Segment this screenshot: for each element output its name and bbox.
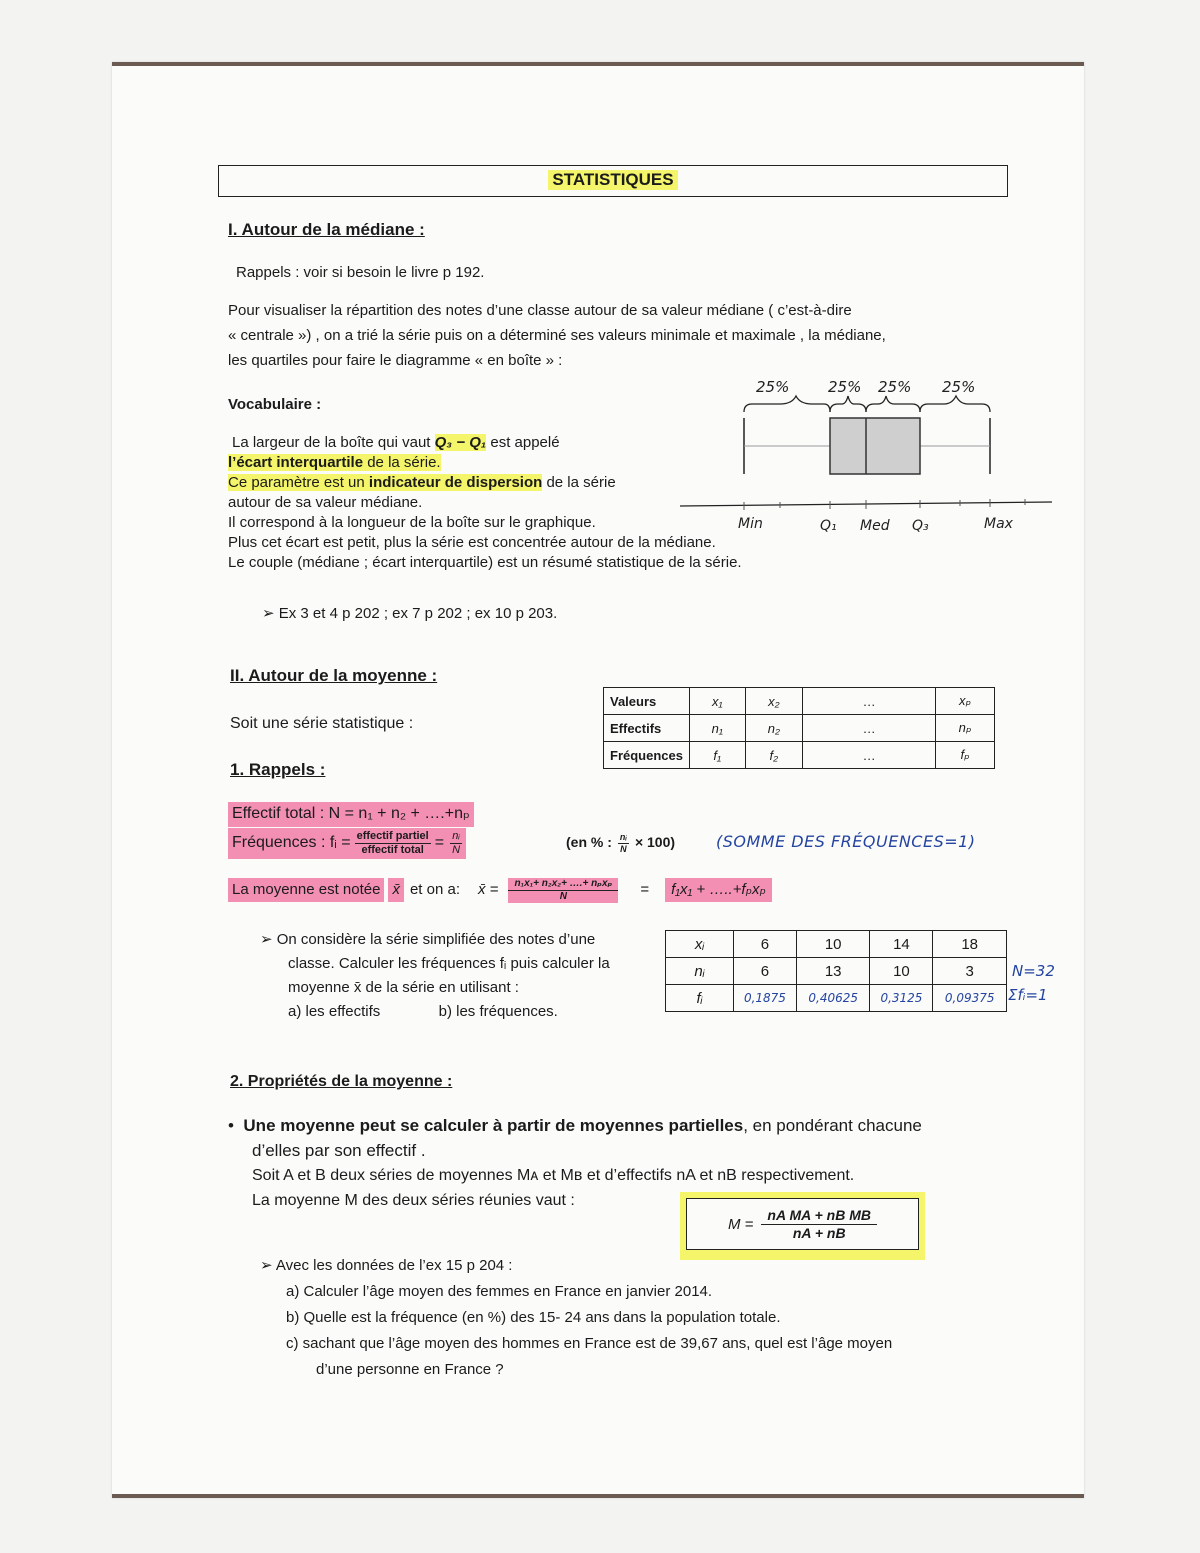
moyenne-frequences: f₁x₁ + …..+fₚxₚ (665, 878, 772, 901)
formula-num: nA MA + nB MB (761, 1207, 877, 1225)
exercise-2-line-1 (260, 928, 610, 952)
properties-bold: Une moyenne peut se calculer à partir de moyennes partielles (243, 1116, 744, 1135)
brace-3 (866, 396, 920, 412)
vocab-line-5: Il correspond à la longueur de la boîte sur le graphique. (228, 514, 596, 531)
pct-label-4: 25% (942, 378, 976, 396)
table-cell: fₚ (936, 742, 995, 769)
n-den: N (452, 844, 461, 857)
vocab-line-2-end: de la série. (363, 454, 441, 471)
table-cell: 10 (796, 931, 870, 958)
pct-label-3: 25% (878, 378, 912, 396)
moyenne-num: n₁x₁+ n₂x₂+ ….+ nₚxₚ (508, 878, 618, 891)
moyenne-den: N (559, 890, 567, 902)
table-cell: Effectifs (604, 715, 690, 742)
title-box (218, 165, 1008, 197)
intro-line-2: « centrale ») , on a trié la série puis on a déterminé ses valeurs minimale et maximale , la médiane, (228, 327, 886, 344)
table-cell: n₂ (745, 715, 803, 742)
pct-label-2: 25% (828, 378, 862, 396)
table-cell: … (803, 742, 936, 769)
pct-frac-den: N (620, 843, 627, 854)
table-cell: 0,1875 (734, 985, 797, 1012)
freq-fraction (355, 830, 431, 857)
arrow-bullet-icon: ➢ (260, 931, 277, 948)
soit-text: Soit une série statistique : (230, 715, 414, 732)
exercise-2-line-2: classe. Calculer les fréquences fᵢ puis calculer la (288, 955, 610, 972)
moyenne-equals-2: = (640, 881, 650, 899)
exercise-2-line-3: moyenne x̄ de la série en utilisant : (288, 979, 519, 996)
exercise-3-c: c) sachant que l’âge moyen des hommes en France est de 39,67 ans, quel est l’âge moyen (286, 1335, 893, 1352)
table-cell: 0,09375 (933, 985, 1007, 1012)
table-cell: nₚ (936, 715, 995, 742)
intro-line-1: Pour visualiser la répartition des notes d’une classe autour de sa valeur médiane ( c’est-à-dire (228, 302, 852, 319)
table-cell: 10 (870, 958, 933, 985)
vocab-line-1-text: La largeur de la boîte qui vaut (232, 434, 435, 451)
axis-label-min: Min (738, 516, 763, 532)
page-title: STATISTIQUES (548, 170, 677, 190)
table-cell: 13 (796, 958, 870, 985)
q3-q1-math: Q₃ − Q₁ (434, 434, 487, 451)
xbar-symbol: x̄ (388, 878, 404, 901)
rappels-text: Rappels : voir si besoin le livre p 192. (236, 264, 485, 281)
table-cell: f₁ (689, 742, 745, 769)
vocab-line-3-start: Ce paramètre est un (228, 474, 369, 491)
table-cell: … (803, 688, 936, 715)
table-row (666, 958, 1007, 985)
en-pct-start: (en % : (566, 834, 612, 851)
properties-line-2: d’elles par son effectif . (252, 1141, 426, 1160)
intro-line-3: les quartiles pour faire le diagramme « en boîte » : (228, 352, 563, 369)
table-cell: 6 (734, 958, 797, 985)
pct-label-1: 25% (756, 378, 790, 396)
exercise-1-text: Ex 3 et 4 p 202 ; ex 7 p 202 ; ex 10 p 203. (278, 605, 558, 622)
table-cell: x₁ (689, 688, 745, 715)
table-row (604, 742, 995, 769)
arrow-bullet-icon: ➢ (260, 1257, 276, 1274)
brace-2 (830, 396, 866, 412)
exercise-3 (260, 1253, 892, 1383)
frequences-highlight (228, 828, 466, 859)
table-cell: nᵢ (666, 958, 734, 985)
ni-over-n-fraction (450, 830, 462, 857)
xbar-equals: x̄ = (478, 881, 499, 899)
vocab-line-2 (228, 453, 742, 473)
axis-label-q1: Q₁ (820, 518, 837, 534)
brace-4 (920, 396, 990, 412)
table-cell: Valeurs (604, 688, 690, 715)
generic-series-table (603, 687, 995, 769)
properties-line-1 (228, 1113, 922, 1138)
vocab-line-3 (228, 473, 742, 493)
table-cell: 0,40625 (796, 985, 870, 1012)
table-row (604, 688, 995, 715)
properties-line-1-end: , en pondérant chacune (743, 1116, 922, 1135)
et-on-a: et on a: (409, 881, 460, 899)
table-cell: 3 (933, 958, 1007, 985)
formula-lhs: M = (727, 1215, 754, 1233)
exercise-2 (260, 928, 610, 1024)
table-cell: n₁ (689, 715, 745, 742)
exercise-2-option-a: a) les effectifs (288, 1003, 381, 1020)
frequences-label: Fréquences : fᵢ = (232, 834, 351, 852)
vocab-line-1 (232, 433, 560, 453)
weighted-mean-formula-box (680, 1192, 925, 1260)
exercise-3-c-cont: d’une personne en France ? (316, 1361, 504, 1378)
note-sum-freq: Σfᵢ=1 (1008, 986, 1048, 1004)
freq-num: effectif partiel (355, 830, 431, 844)
table-cell: 6 (734, 931, 797, 958)
exercise-3-intro-text: Avec les données de l’ex 15 p 204 : (275, 1257, 513, 1274)
note-n-total: N=32 (1012, 962, 1055, 980)
vocab-paragraph (232, 433, 560, 453)
table-row (604, 715, 995, 742)
table-cell: 14 (870, 931, 933, 958)
section-3-heading: 2. Propriétés de la moyenne : (230, 1073, 453, 1090)
exercise-3-a: a) Calculer l’âge moyen des femmes en France en janvier 2014. (286, 1283, 713, 1300)
en-pourcent (566, 832, 675, 855)
table-cell: 0,3125 (870, 985, 933, 1012)
pct-fraction (618, 832, 629, 855)
table-row (666, 985, 1007, 1012)
iqr-box (830, 418, 920, 474)
table-cell: x₂ (745, 688, 803, 715)
formula-den: nA + nB (792, 1224, 846, 1241)
table-cell: Fréquences (604, 742, 690, 769)
moyenne-fraction (508, 878, 618, 903)
exercise-3-b: b) Quelle est la fréquence (en %) des 15- 24 ans dans la population totale. (286, 1309, 781, 1326)
section-2-heading: II. Autour de la moyenne : (230, 666, 438, 685)
freq-den: effectif total (361, 844, 424, 857)
notes-table (665, 930, 1007, 1012)
axis-label-max: Max (984, 516, 1013, 532)
vocab-line-3-end: de la série (542, 474, 616, 491)
exercise-2-option-b: b) les fréquences. (438, 1003, 558, 1020)
vocab-line-1-end: est appelé (486, 434, 560, 451)
properties-line-3: Soit A et B deux séries de moyennes Mᴀ et Mʙ et d’effectifs nA et nB respectivement. (252, 1167, 855, 1184)
axis-label-q3: Q₃ (912, 518, 929, 534)
rappels-heading: 1. Rappels : (230, 760, 326, 779)
table-cell: fᵢ (666, 985, 734, 1012)
moyenne-formula (228, 870, 772, 910)
section-1-heading: I. Autour de la médiane : (228, 220, 425, 239)
axis-label-med: Med (860, 518, 890, 534)
bullet-dot-icon: • (228, 1116, 244, 1135)
vocab-line-6: Plus cet écart est petit, plus la série est concentrée autour de la médiane. (228, 534, 716, 551)
vocabulaire-label: Vocabulaire : (228, 396, 322, 413)
table-cell: 18 (933, 931, 1007, 958)
table-cell: xₚ (936, 688, 995, 715)
vocab-line-7: Le couple (médiane ; écart interquartile) est un résumé statistique de la série. (228, 554, 742, 571)
exercise-2-options (260, 1000, 610, 1024)
frequences-formula (228, 828, 466, 859)
table-row (666, 931, 1007, 958)
box-plot (680, 372, 1060, 537)
somme-frequences-note: (SOMME DES FRÉQUENCES=1) (716, 832, 976, 851)
properties-line-4: La moyenne M des deux séries réunies vaut : (252, 1192, 575, 1209)
table-cell: xᵢ (666, 931, 734, 958)
arrow-bullet-icon: ➢ (262, 605, 279, 622)
moyenne-label: La moyenne est notée (228, 878, 384, 901)
vocab-lines (228, 453, 742, 573)
formula-fraction (761, 1207, 877, 1242)
freq-equals: = (434, 834, 445, 852)
vocab-line-4: autour de sa valeur médiane. (228, 494, 423, 511)
brace-1 (744, 396, 830, 412)
pct-frac-num: nᵢ (619, 832, 627, 842)
effectif-total-formula: Effectif total : N = n₁ + n₂ + ….+nₚ (228, 802, 474, 827)
ecart-interquartile-term: l’écart interquartile (228, 454, 364, 471)
ni-num: nᵢ (450, 830, 462, 844)
table-cell: f₂ (745, 742, 803, 769)
weighted-mean-formula (686, 1198, 919, 1250)
indicateur-dispersion-term: indicateur de dispersion (368, 474, 543, 491)
table-cell: … (803, 715, 936, 742)
exercise-3-intro (260, 1253, 892, 1279)
en-pct-end: × 100) (634, 834, 676, 851)
exercise-2-line-1-text: On considère la série simplifiée des notes d’une (276, 931, 596, 948)
exercise-1 (262, 602, 557, 625)
